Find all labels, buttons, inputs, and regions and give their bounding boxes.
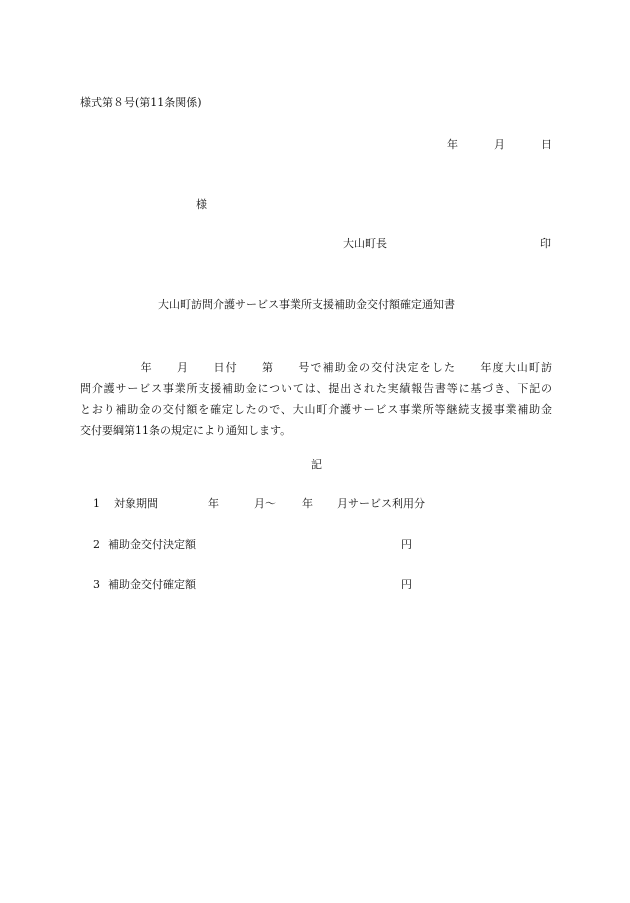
item-label-decided-amount: 補助金交付決定額: [108, 538, 196, 551]
date-month-label: 月: [494, 138, 505, 151]
body-line: 問介護サービス事業所支援補助金については、提出された実績報告書等に基づき、下記の: [80, 382, 552, 395]
period-end-month-label: 月サービス利用分: [337, 497, 425, 510]
ki-heading: 記: [311, 458, 322, 471]
period-start-year-label: 年: [208, 497, 219, 510]
date-day-label: 日: [541, 138, 552, 151]
body-paragraph: [80, 357, 552, 441]
body-line: 交付要綱第11条の規定により通知します。: [80, 424, 292, 437]
item-number: 1: [93, 497, 100, 510]
date-year-label: 年: [447, 138, 458, 151]
item-label-confirmed-amount: 補助金交付確定額: [108, 578, 196, 591]
body-line: 年 月 日付 第 号で補助金の交付決定をした 年度大山町訪: [80, 361, 552, 374]
sender-name: 大山町長: [343, 237, 387, 250]
item-label-target-period: 対象期間: [114, 497, 158, 510]
document-title: 大山町訪問介護サービス事業所支援補助金交付額確定通知書: [158, 298, 455, 311]
yen-unit: 円: [401, 538, 412, 551]
item-number: 3: [93, 578, 100, 591]
item-number: 2: [93, 538, 100, 551]
period-end-year-label: 年: [302, 497, 313, 510]
body-line: とおり補助金の交付額を確定したので、大山町介護サービス事業所等継続支援事業補助金: [80, 403, 552, 416]
yen-unit: 円: [401, 578, 412, 591]
addressee-suffix: 様: [196, 198, 207, 211]
period-start-month-label: 月～: [254, 497, 276, 510]
form-number: 様式第８号(第11条関係): [80, 96, 202, 109]
seal-mark: 印: [540, 237, 551, 250]
